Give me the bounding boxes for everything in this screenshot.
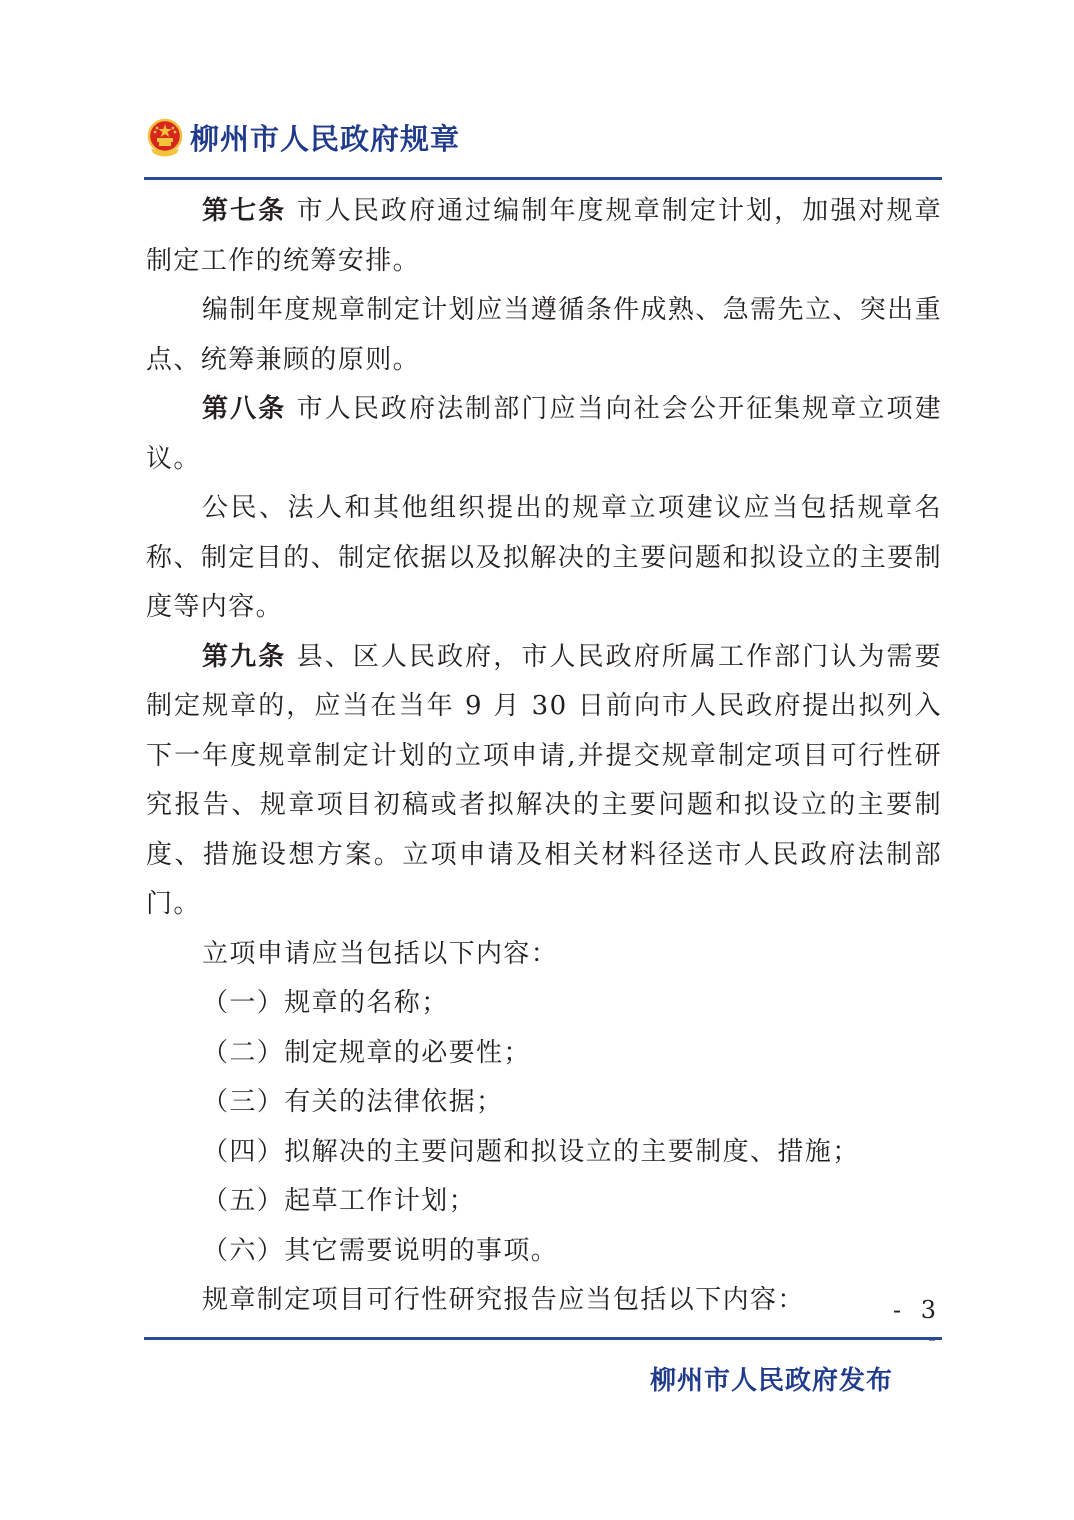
- paragraph: 公民、法人和其他组织提出的规章立项建议应当包括规章名称、制定目的、制定依据以及拟解决的主要问题和拟设立的主要制度等内容。: [146, 493, 942, 622]
- list-item: （四）拟解决的主要问题和拟设立的主要制度、措施；: [202, 1136, 860, 1167]
- paragraph: 编制年度规章制定计划应当遵循条件成熟、急需先立、突出重点、统筹兼顾的原则。: [146, 295, 942, 375]
- header-title: 柳州市人民政府规章: [190, 122, 461, 156]
- document-header: [146, 117, 460, 158]
- page-number: - 3: [892, 1296, 942, 1324]
- list-item: （一）规章的名称；: [202, 988, 449, 1018]
- paragraph: [146, 187, 942, 286]
- list-item: （五）起草工作计划；: [202, 1186, 477, 1216]
- paragraph-text: 县、区人民政府，市人民政府所属工作部门认为需要制定规章的，应当在当年 9 月 30 日前向市人民政府提出拟列入下一年度规章制定计划的立项申请,并提交规章制定项目可行性研究报告、规章项目初稿或者拟解决的主要问题和拟设立的主要制度、措施设想方案。立项申请及相关材料径送市人民政府法制部门。: [146, 641, 943, 919]
- article-heading: 第七条: [202, 196, 287, 226]
- article-heading: 第八条: [202, 394, 287, 424]
- footer-rule: [144, 1337, 942, 1340]
- header-rule: [144, 177, 942, 180]
- list-item: （六）其它需要说明的事项。: [202, 1235, 559, 1266]
- national-emblem-icon: [146, 118, 184, 158]
- paragraph: [146, 385, 942, 484]
- article-heading: 第九条: [202, 641, 287, 672]
- paragraph: 立项申请应当包括以下内容：: [202, 938, 559, 969]
- footer-publisher: 柳州市人民政府发布: [650, 1366, 894, 1396]
- list-item: （三）有关的法律依据；: [202, 1087, 504, 1117]
- list-item: （二）制定规章的必要性；: [202, 1037, 531, 1068]
- paragraph: 规章制定项目可行性研究报告应当包括以下内容：: [202, 1285, 805, 1315]
- paragraph: [146, 633, 942, 930]
- paragraph-text: 市人民政府法制部门应当向社会公开征集规章立项建议。: [146, 394, 943, 474]
- paragraph-text: 市人民政府通过编制年度规章制定计划，加强对规章制定工作的统筹安排。: [146, 196, 943, 276]
- document-body: [146, 187, 942, 1326]
